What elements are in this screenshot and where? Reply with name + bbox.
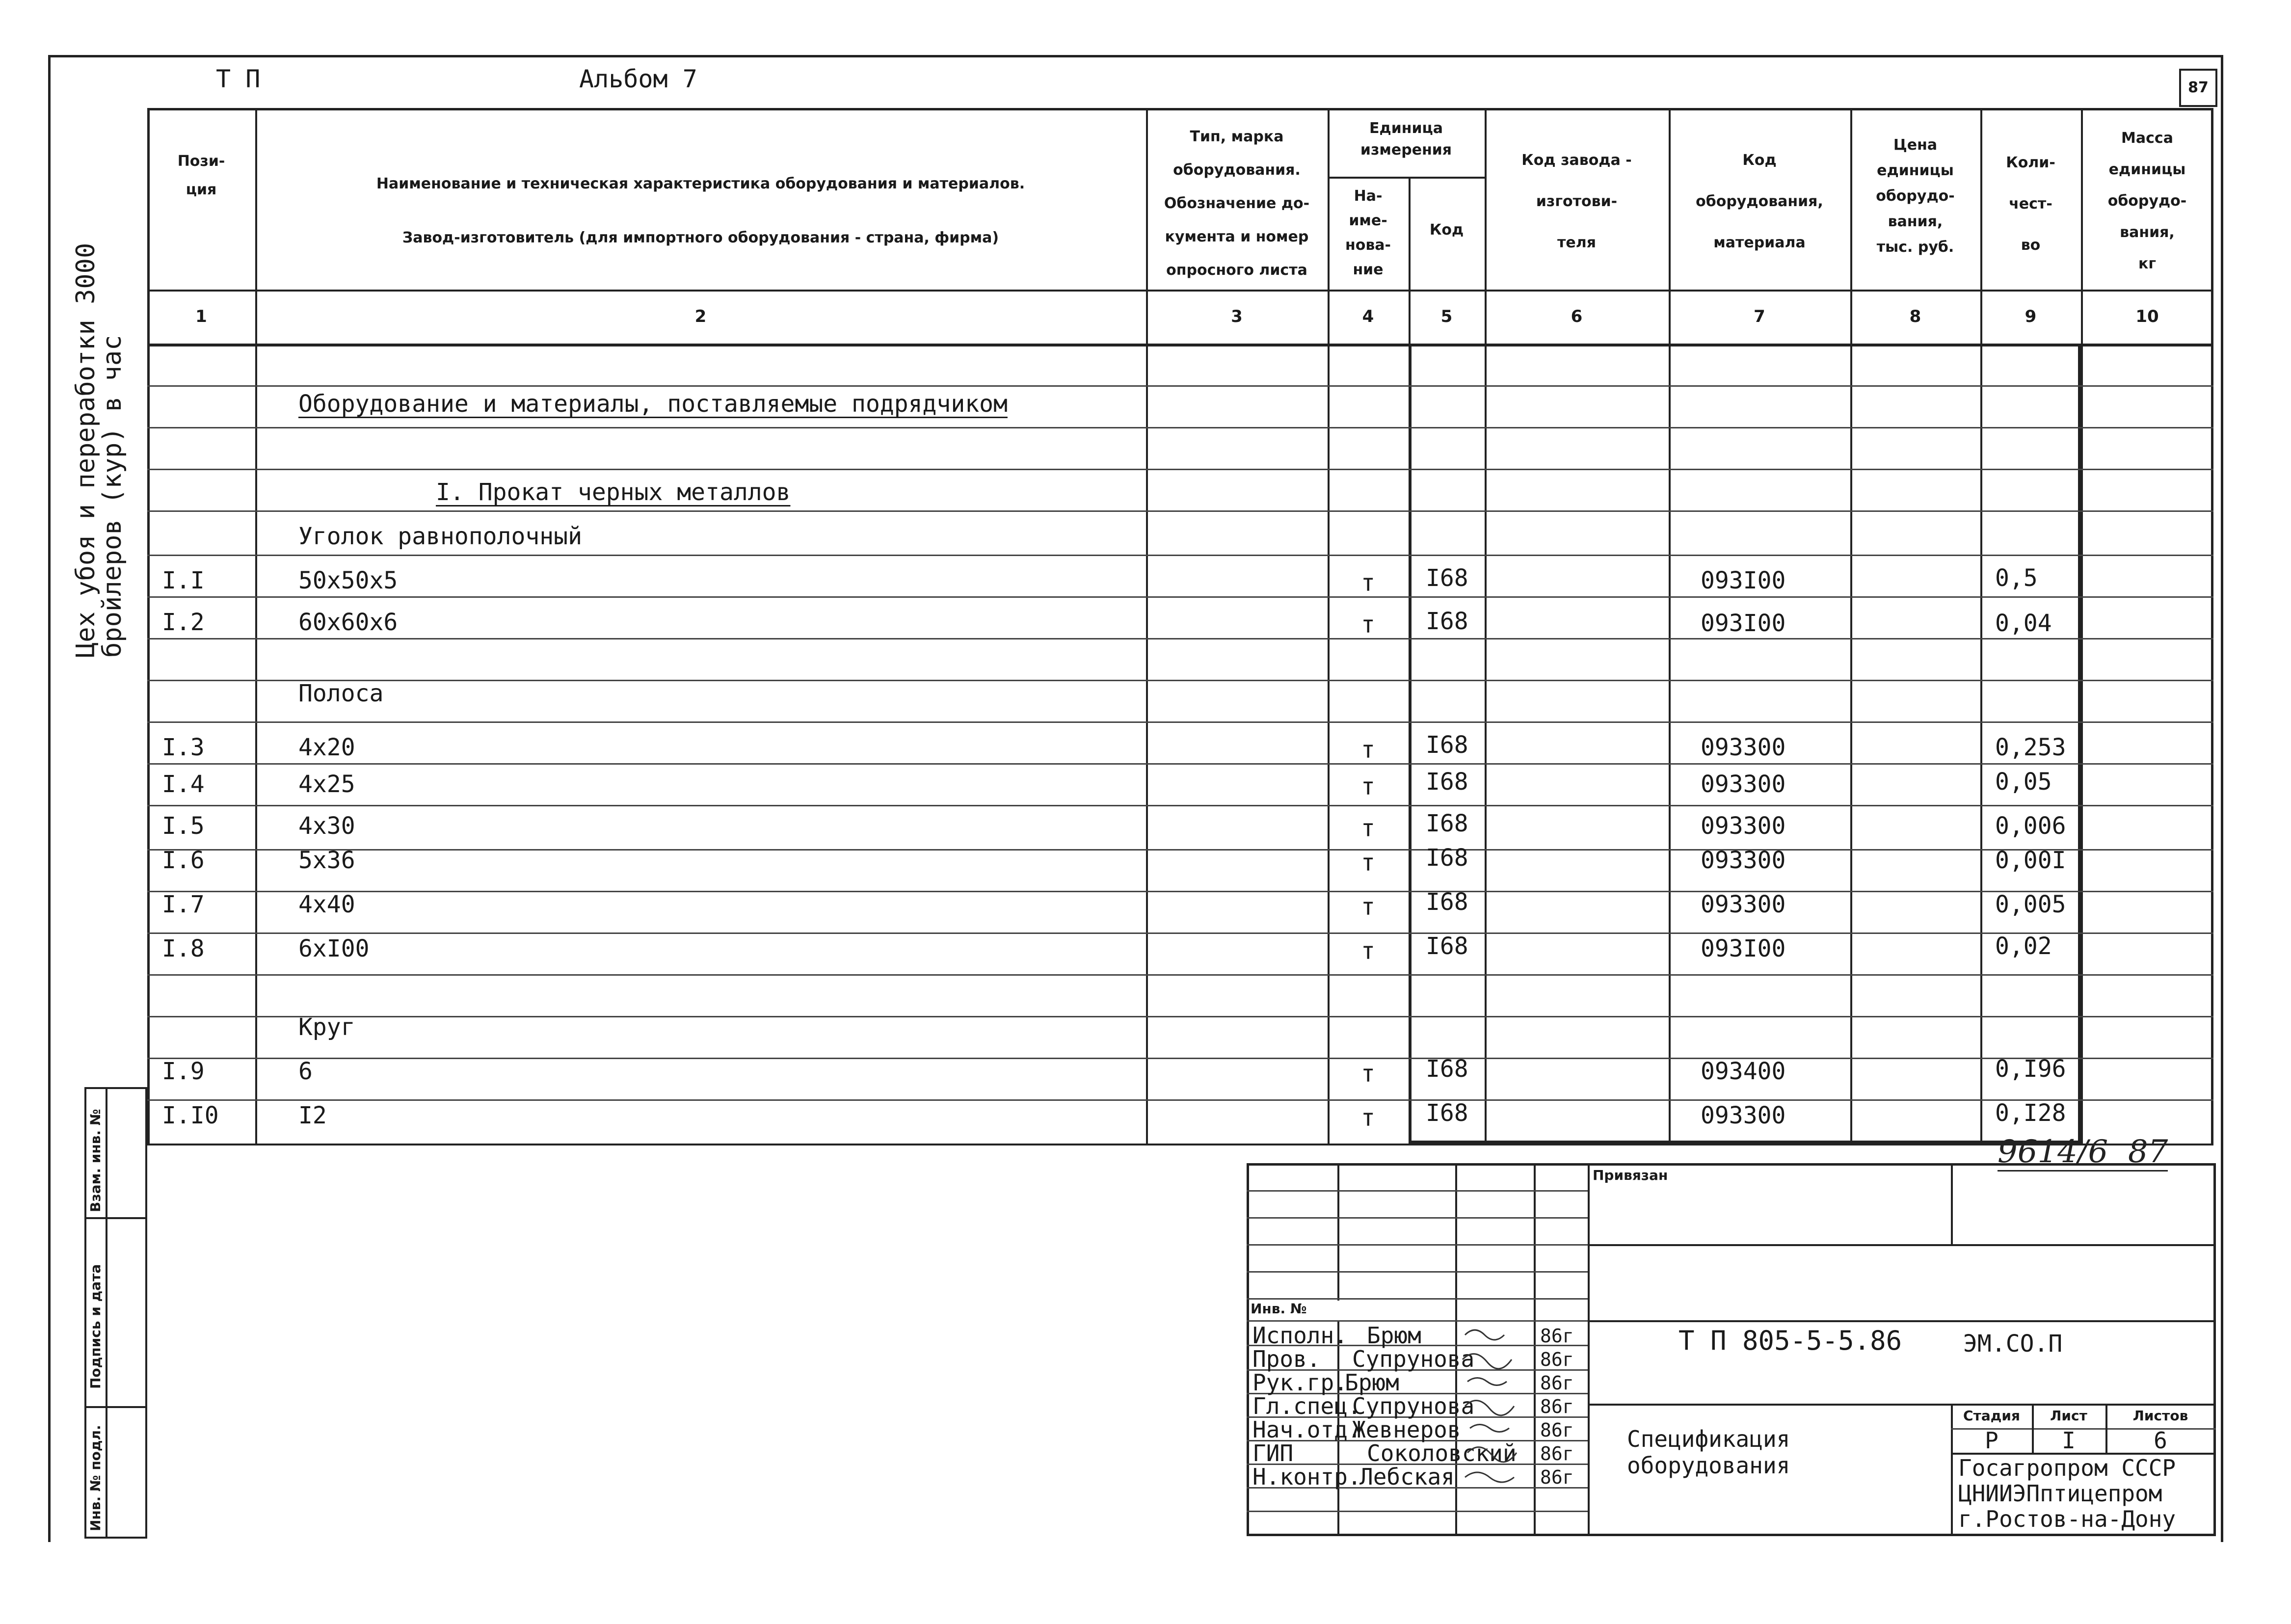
tb-person: Соколовский	[1367, 1440, 1517, 1466]
row-unit: т	[1361, 1104, 1375, 1132]
stamp-signature-date: Подпись и дата	[87, 1264, 104, 1389]
row-unit: т	[1361, 815, 1375, 842]
section-subtitle: I. Прокат черных металлов	[436, 479, 791, 506]
tb-role: Исполн.	[1252, 1322, 1348, 1349]
row-line	[147, 763, 2213, 765]
row-code: I68	[1426, 932, 1468, 960]
row-code: I68	[1426, 768, 1468, 796]
sheet-label: Лист	[2050, 1408, 2087, 1424]
tb-year: 86г	[1540, 1396, 1574, 1417]
row-qty: 0,05	[1995, 768, 2052, 796]
tb-role: Гл.спец.	[1252, 1393, 1361, 1419]
table-bottom	[147, 1144, 2213, 1145]
row-pos: I.8	[162, 935, 205, 962]
doc-title	[1627, 1426, 1790, 1479]
tb-row	[1247, 1271, 1588, 1273]
col-number: 5	[1440, 307, 1453, 326]
hdr-text: изготови-	[1536, 193, 1618, 210]
tb-role: Нач.отд.	[1252, 1416, 1361, 1443]
hdr-unit	[1328, 118, 1485, 161]
tb-role: Пров.	[1252, 1346, 1321, 1372]
hdr-unit-name	[1328, 184, 1409, 282]
attached-label: Привязан	[1593, 1167, 1668, 1183]
row-line	[147, 1016, 2213, 1017]
tb-row	[1247, 1244, 1588, 1246]
row-qty: 0,5	[1995, 564, 2038, 592]
row-name: 60х60х6	[298, 609, 398, 636]
row-code: I68	[1426, 608, 1468, 635]
group-title: Круг	[298, 1013, 355, 1041]
row-line	[147, 721, 2213, 723]
org-line: г.Ростов-на-Дону	[1958, 1506, 2176, 1532]
tb-role: ГИП	[1252, 1440, 1294, 1466]
hdr-text: Цена	[1893, 136, 1938, 154]
sheets-value: 6	[2154, 1427, 2167, 1454]
row-pos: I.2	[162, 609, 205, 636]
doc-title-line: оборудования	[1627, 1452, 1790, 1479]
tb-role: Рук.гр.	[1252, 1369, 1348, 1396]
row-qty: 0,I96	[1995, 1055, 2066, 1083]
row-line	[147, 510, 2213, 512]
row-qty: 0,253	[1995, 734, 2066, 761]
hdr-text: теля	[1557, 234, 1596, 251]
signatures-scribble	[1460, 1320, 1534, 1492]
row-material: 093I00	[1701, 610, 1786, 637]
stage-value: Р	[1985, 1427, 1998, 1454]
sheets-label: Листов	[2132, 1408, 2188, 1424]
page-number: 87	[2179, 69, 2217, 107]
row-code: I68	[1426, 1055, 1468, 1083]
stamp-vzam-inv: Взам. инв. №	[87, 1109, 104, 1212]
row-name: 4х25	[298, 771, 355, 798]
row-line	[147, 638, 2213, 639]
album-label: Альбом 7	[579, 65, 697, 93]
row-unit: т	[1361, 937, 1375, 965]
row-material: 093300	[1701, 1102, 1786, 1129]
row-material: 093400	[1701, 1058, 1786, 1085]
row-name: 50х50х5	[298, 567, 398, 594]
col-number: 6	[1571, 307, 1583, 326]
row-code: I68	[1426, 564, 1468, 592]
side-stamp-line	[84, 1217, 147, 1219]
hdr-text: Код завода -	[1521, 152, 1632, 169]
row-material: 093I00	[1701, 935, 1786, 962]
hdr-unit-code: Код	[1429, 221, 1464, 239]
row-line	[147, 974, 2213, 976]
side-title: Цех убоя и переработки 3000 бройлеров (кур) в час	[71, 242, 127, 658]
row-material: 093300	[1701, 734, 1786, 761]
tb-row	[1247, 1298, 1588, 1300]
tb-year: 86г	[1540, 1419, 1574, 1441]
row-code: I68	[1426, 844, 1468, 872]
row-qty: 0,04	[1995, 610, 2052, 637]
row-name: 4х30	[298, 812, 355, 840]
tb-grid-line	[1534, 1163, 1536, 1536]
row-line	[147, 805, 2213, 806]
sheet-value: I	[2062, 1427, 2076, 1454]
hdr-type	[1146, 120, 1328, 287]
tb-year: 86г	[1540, 1466, 1574, 1488]
hdr-material-code	[1669, 140, 1850, 264]
stamp-inv-podl: Инв. № подл.	[87, 1425, 104, 1531]
col-number: 2	[694, 307, 707, 326]
row-name: 6хI00	[298, 935, 370, 962]
row-unit: т	[1361, 611, 1375, 639]
hdr-text: Пози-	[177, 153, 225, 170]
row-pos: I.5	[162, 812, 205, 840]
tb-person: Супрунова	[1352, 1393, 1475, 1419]
hdr-name	[255, 157, 1146, 265]
row-material: 093I00	[1701, 567, 1786, 594]
unit-subline	[1328, 177, 1485, 179]
hdr-text: Код	[1742, 152, 1777, 169]
col-number: 8	[1909, 307, 1921, 326]
hdr-text: Обозначение до-	[1164, 195, 1310, 212]
tb-grid-line	[1337, 1163, 1339, 1301]
hdr-text: тыс. руб.	[1876, 239, 1954, 256]
row-unit: т	[1361, 773, 1375, 800]
row-code: I68	[1426, 810, 1468, 837]
row-qty: 0,006	[1995, 812, 2066, 840]
row-pos: I.3	[162, 734, 205, 761]
row-line	[147, 596, 2213, 598]
tb-person: Брюм	[1345, 1369, 1399, 1396]
row-pos: I.4	[162, 771, 205, 798]
tb-person: Супрунова	[1352, 1346, 1475, 1372]
hdr-text: ция	[186, 181, 217, 198]
tb-year: 86г	[1540, 1372, 1574, 1394]
row-material: 093300	[1701, 771, 1786, 798]
row-name: 4х20	[298, 734, 355, 761]
tb-year: 86г	[1540, 1325, 1574, 1347]
hdr-quantity	[1980, 142, 2081, 266]
hdr-text: кг	[2138, 255, 2157, 272]
row-qty: 0,I28	[1995, 1099, 2066, 1127]
tb-row	[1247, 1190, 1588, 1192]
hdr-text: име-	[1349, 212, 1387, 229]
top-left-label: Т П	[216, 65, 261, 93]
hdr-text: во	[2021, 237, 2041, 254]
col-number: 7	[1754, 307, 1765, 326]
hdr-text: Единица	[1369, 120, 1443, 137]
org-line: ЦНИИЭПптицепром	[1958, 1480, 2162, 1507]
row-material: 093300	[1701, 847, 1786, 874]
section-main-title: Оборудование и материалы, поставляемые подрядчиком	[298, 390, 1008, 418]
organization	[1958, 1455, 2176, 1532]
row-name: 5х36	[298, 847, 355, 874]
row-name: 6	[298, 1058, 313, 1085]
col-number: 1	[195, 307, 207, 326]
hdr-text: единицы	[1877, 162, 1954, 179]
hdr-text: единицы	[2108, 161, 2186, 178]
tb-person: Жевнеров	[1352, 1416, 1461, 1443]
hdr-text: Тип, марка	[1190, 128, 1284, 145]
hdr-text: ние	[1353, 261, 1384, 278]
tb-grid-line	[1588, 1163, 1590, 1536]
hdr-text: Масса	[2121, 130, 2173, 147]
row-material: 093300	[1701, 812, 1786, 840]
hdr-text: кумента и номер	[1165, 228, 1309, 245]
tb-row	[1247, 1320, 1588, 1322]
hdr-factory-code	[1485, 140, 1669, 264]
hdr-text: чест-	[2009, 195, 2052, 213]
row-material: 093300	[1701, 891, 1786, 918]
hdr-text: оборудования.	[1173, 161, 1301, 179]
col-number: 3	[1231, 307, 1243, 326]
doc-title-line: Спецификация	[1627, 1426, 1790, 1452]
tb-role: Н.контр.	[1252, 1464, 1361, 1490]
tb-person: Лебская	[1359, 1464, 1455, 1490]
row-line	[147, 1099, 2213, 1101]
hdr-text: Коли-	[2006, 154, 2055, 171]
tb-row	[1247, 1511, 1588, 1512]
row-unit: т	[1361, 569, 1375, 597]
hdr-text: оборудования,	[1696, 193, 1823, 210]
hdr-text: Наименование и техническая характеристика оборудования и материалов.	[376, 175, 1025, 192]
frame-top	[48, 55, 2223, 57]
hdr-text: вания,	[1888, 213, 1943, 230]
tb-line	[1588, 1404, 2216, 1406]
row-code: I68	[1426, 888, 1468, 916]
tb-line	[1588, 1320, 2216, 1322]
inv-label: Инв. №	[1251, 1301, 1307, 1317]
doc-code: Т П 805-5-5.86	[1678, 1325, 1902, 1356]
col-number: 10	[2135, 307, 2159, 326]
tb-year: 86г	[1540, 1443, 1574, 1464]
row-line	[147, 891, 2213, 892]
row-line	[147, 427, 2213, 428]
row-pos: I.I	[162, 567, 205, 594]
side-stamp-divider	[106, 1087, 107, 1539]
tb-line	[1588, 1244, 2216, 1246]
row-line	[147, 469, 2213, 470]
row-line	[147, 1058, 2213, 1059]
hdr-text: измерения	[1360, 141, 1452, 159]
group-title: Полоса	[298, 680, 384, 707]
row-name: 4х40	[298, 891, 355, 918]
row-pos: I.6	[162, 847, 205, 874]
row-qty: 0,00I	[1995, 847, 2066, 874]
hdr-text: нова-	[1345, 237, 1391, 254]
row-unit: т	[1361, 736, 1375, 764]
row-line	[147, 385, 2213, 387]
row-line	[147, 932, 2213, 934]
hdr-text: Завод-изготовитель (для импортного оборудования - страна, фирма)	[402, 229, 999, 246]
group-title: Уголок равнополочный	[298, 523, 582, 550]
row-unit: т	[1361, 893, 1375, 921]
hdr-text: На-	[1354, 187, 1383, 205]
tb-year: 86г	[1540, 1349, 1574, 1370]
tb-person: Брюм	[1367, 1322, 1421, 1349]
row-name: I2	[298, 1102, 327, 1129]
hdr-text: материала	[1713, 234, 1806, 251]
stage-label: Стадия	[1963, 1408, 2020, 1424]
hdr-position	[147, 147, 255, 204]
row-code: I68	[1426, 1099, 1468, 1127]
col-number: 4	[1362, 307, 1374, 326]
tb-grid-line	[1951, 1163, 1953, 1244]
hdr-text: оборудо-	[1876, 187, 1955, 205]
row-unit: т	[1361, 849, 1375, 877]
row-code: I68	[1426, 731, 1468, 759]
doc-mark: ЭМ.СО.П	[1963, 1330, 2063, 1358]
row-pos: I.I0	[162, 1102, 219, 1129]
hdr-text: опросного листа	[1166, 262, 1307, 279]
row-qty: 0,005	[1995, 891, 2066, 918]
col-number: 9	[2025, 307, 2037, 326]
hdr-mass	[2081, 123, 2213, 280]
row-pos: I.7	[162, 891, 205, 918]
row-unit: т	[1361, 1060, 1375, 1088]
hdr-text: оборудо-	[2107, 192, 2187, 210]
hdr-text: вания,	[2120, 224, 2175, 241]
row-line	[147, 680, 2213, 681]
handwritten-doc-number: 9614/6 87	[1998, 1134, 2168, 1171]
header-bottom	[147, 290, 2213, 292]
tb-row	[1247, 1217, 1588, 1219]
side-stamp-line	[84, 1406, 147, 1408]
org-line: Госагропром СССР	[1958, 1455, 2176, 1481]
row-line	[147, 849, 2213, 851]
row-pos: I.9	[162, 1058, 205, 1085]
row-line	[147, 555, 2213, 556]
hdr-price	[1850, 133, 1980, 260]
row-qty: 0,02	[1995, 932, 2052, 960]
